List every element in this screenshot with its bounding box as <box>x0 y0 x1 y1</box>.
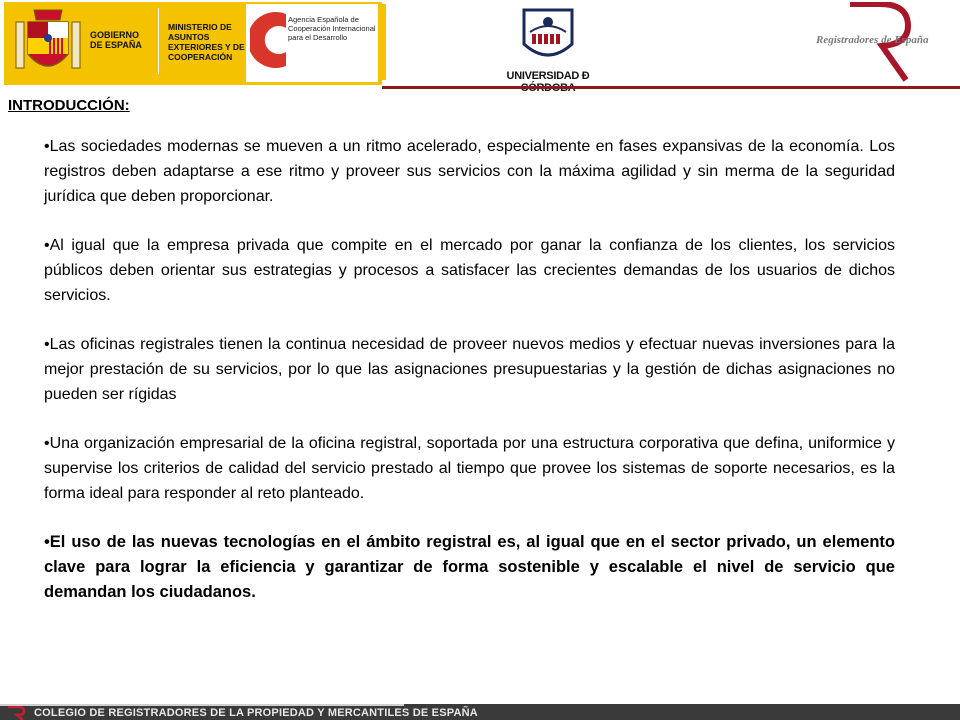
aecid-logo-icon <box>250 8 290 72</box>
aecid-label: Agencia Española de Cooperación Internacional para el Desarrollo <box>288 15 376 42</box>
paragraph: •Las oficinas registrales tienen la continua necesidad de proveer nuevos medios y efectuar nuevas inversiones para la mejor prestación de su servicios, por lo que las asignaciones presupuestarias y la gestión de dichas asignaciones no pueden ser rígidas <box>44 336 895 403</box>
footer-highlight <box>0 704 404 706</box>
paragraph-highlight: •El uso de las nuevas tecnologías en el ámbito registral es, al igual que en el sector privado, un elemento clave para lograr la eficiencia y garantizar de forma sostenible y escalable el nivel de servicio que demandan los ciudadanos. <box>44 533 895 601</box>
coat-of-arms-icon <box>14 8 82 80</box>
registradores-mark-icon <box>6 706 26 720</box>
universidad-label: UNIVERSIDAD Ð <box>506 70 590 82</box>
universidad-shield-icon <box>520 6 576 68</box>
paragraph: •Las sociedades modernas se mueven a un ritmo acelerado, especialmente en fases expansivas de la economía. Los registros deben adaptarse a ese ritmo y proveer sus servicios con la máxima agilidad y sin merma de la seguridad jurídica que deben proporcionar. <box>44 138 895 205</box>
section-title: INTRODUCCIÓN: <box>8 97 130 114</box>
logo-header <box>0 0 960 88</box>
registradores-label: Registradores de España <box>816 34 929 46</box>
ministerio-label: MINISTERIO DE ASUNTOS EXTERIORES Y DE COOPERACIÓN <box>168 22 245 62</box>
main-content <box>44 134 895 629</box>
paragraph: •Al igual que la empresa privada que compite en el mercado por ganar la confianza de los clientes, los servicios públicos deben orientar sus estrategias y procesos a satisfacer las crecientes demandas de los usuarios de dichos servicios. <box>44 237 895 304</box>
gobierno-label: GOBIERNO DE ESPAÑA <box>90 30 142 50</box>
divider <box>158 8 159 74</box>
paragraph: •Una organización empresarial de la oficina registral, soportada por una estructura corporativa que defina, uniformice y supervise los criterios de calidad del servicio prestado al tiempo que provee los sistemas de soporte necesarios, es la forma ideal para responder al reto planteado. <box>44 435 895 502</box>
footer-label: COLEGIO DE REGISTRADORES DE LA PROPIEDAD Y MERCANTILES DE ESPAÑA <box>34 707 478 719</box>
header-rule <box>382 86 960 89</box>
